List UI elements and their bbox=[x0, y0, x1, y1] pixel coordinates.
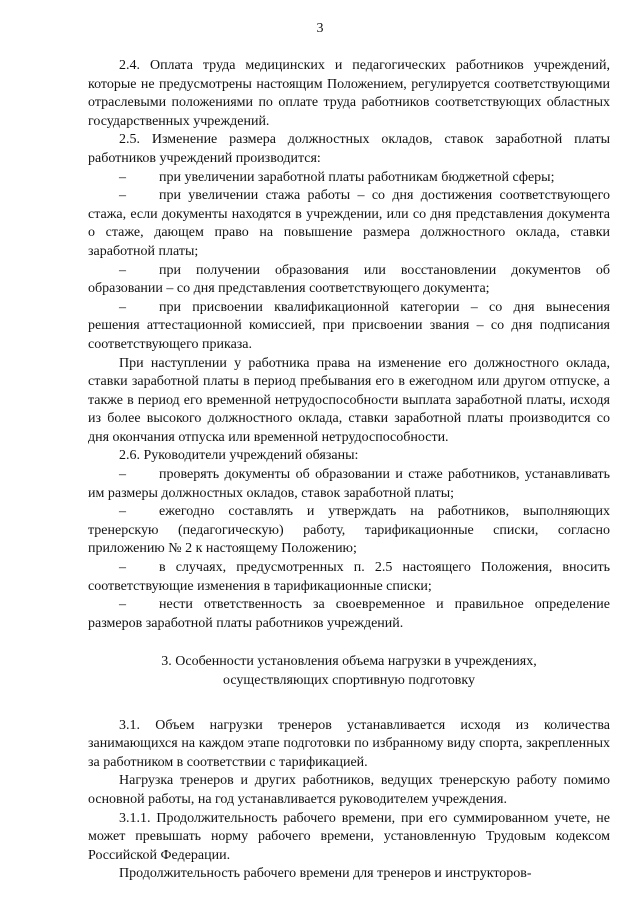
paragraph-2-4: 2.4. Оплата труда медицинских и педагогических работников учреждений, которые не предусмотрены настоящим Положением, регулируется соответствующими отраслевыми положениями по оплате труда работников соответствующих областных государственных учреждений. bbox=[88, 58, 610, 129]
section-3-heading-line1: 3. Особенности установления объема нагрузки в учреждениях, bbox=[161, 654, 537, 670]
list-item-text: при увеличении стажа работы – со дня достижения соответствующего стажа, если документы находятся в учреждении, или со дня представления документа о стаже, дающем право на повышение размера должностного оклада, ставки заработной платы; bbox=[88, 188, 610, 259]
list-item bbox=[88, 169, 610, 188]
list-item bbox=[88, 503, 610, 559]
list-item-text: проверять документы об образовании и стаже работников, устанавливать им размеры должностных окладов, ставок заработной платы; bbox=[88, 467, 610, 501]
list-item-text: при увеличении заработной платы работникам бюджетной сферы; bbox=[159, 169, 555, 185]
paragraph-3-1-1: 3.1.1. Продолжительность рабочего времени, при его суммированном учете, не может превышать норму рабочего времени, установленную Трудовым кодексом Российской Федерации. bbox=[88, 810, 610, 863]
list-item bbox=[88, 596, 610, 633]
list-item-text: ежегодно составлять и утверждать на работников, выполняющих тренерскую (педагогическую) работу, тарификационные списки, согласно приложению № 2 к настоящему Положению; bbox=[88, 504, 610, 557]
dash-marker: – bbox=[119, 504, 126, 520]
dash-marker: – bbox=[119, 299, 126, 315]
paragraph-2-6: 2.6. Руководители учреждений обязаны: bbox=[119, 448, 359, 464]
paragraph-right-change: При наступлении у работника права на изменение его должностного оклада, ставки заработной платы в период пребывания его в ежегодном или другом отпуске, а также в период его временной нетрудоспособности выплата заработной платы, исходя из более высокого должностного оклада, ставки заработной платы производится со дня окончания отпуска или временной нетрудоспособности. bbox=[88, 355, 610, 445]
dash-marker: – bbox=[119, 262, 126, 278]
list-2-5 bbox=[88, 169, 610, 355]
list-item-text: в случаях, предусмотренных п. 2.5 настоящего Положения, вносить соответствующие изменения в тарификационные списки; bbox=[88, 560, 610, 594]
paragraph-3-1: 3.1. Объем нагрузки тренеров устанавливается исходя из количества занимающихся на каждом этапе подготовки по избранному виду спорта, закрепленных за работником в соответствии с тарификацией. bbox=[88, 717, 610, 770]
list-item bbox=[88, 466, 610, 503]
paragraph-2-5: 2.5. Изменение размера должностных окладов, ставок заработной платы работников учреждений производится: bbox=[88, 132, 610, 166]
paragraph-working-time: Продолжительность рабочего времени для тренеров и инструкторов- bbox=[119, 866, 532, 882]
dash-marker: – bbox=[119, 560, 126, 576]
section-3-heading-line2: осуществляющих спортивную подготовку bbox=[223, 673, 475, 688]
list-item-text: при присвоении квалификационной категории – со дня вынесения решения аттестационной комиссией, при присвоении звания – со дня подписания соответствующего приказа. bbox=[88, 299, 610, 352]
list-item bbox=[88, 262, 610, 299]
dash-marker: – bbox=[119, 597, 126, 613]
list-2-6 bbox=[88, 466, 610, 633]
page-number: 3 bbox=[316, 21, 324, 36]
list-item-text: при получении образования или восстановлении документов об образовании – со дня представления соответствующего документа; bbox=[88, 262, 610, 297]
section-3-heading bbox=[88, 653, 610, 690]
list-item bbox=[88, 187, 610, 261]
list-item bbox=[88, 559, 610, 596]
dash-marker: – bbox=[119, 169, 126, 185]
list-item-text: нести ответственность за своевременное и правильное определение размеров заработной платы работников учреждений. bbox=[88, 597, 610, 631]
dash-marker: – bbox=[119, 467, 126, 483]
document-body bbox=[88, 57, 610, 884]
list-item bbox=[88, 299, 610, 355]
dash-marker: – bbox=[119, 188, 126, 204]
paragraph-load-trainers: Нагрузка тренеров и других работников, ведущих тренерскую работу помимо основной работы, на год устанавливается руководителем учреждения. bbox=[88, 773, 610, 807]
